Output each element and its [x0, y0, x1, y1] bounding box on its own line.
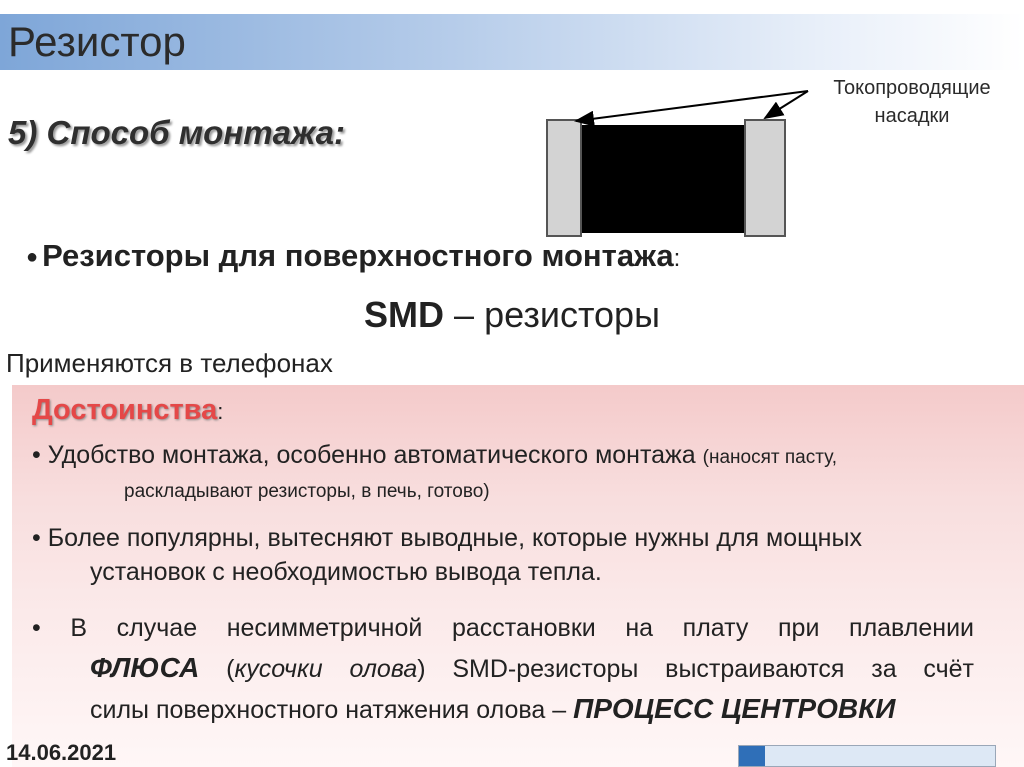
advantage-3-row-2	[32, 648, 974, 689]
callout-line-1: Токопроводящие	[833, 77, 991, 99]
usage-text: Применяются в телефонах	[6, 348, 333, 378]
main-bullet-text: Резисторы для поверхностного монтажа	[42, 238, 674, 273]
left-terminal-cap	[547, 120, 581, 236]
advantage-2-line-1: Более популярны, вытесняют выводные, которые нужны для мощных	[40, 524, 862, 552]
flux-emphasis: ФЛЮСА	[90, 652, 200, 683]
advantages-heading-text: Достоинства	[32, 394, 218, 426]
advantage-3-line-3: силы поверхностного натяжения олова –	[90, 696, 574, 724]
advantage-item-1	[32, 438, 1012, 509]
advantage-1-main: Удобство монтажа, особенно автоматического монтажа	[40, 441, 703, 469]
advantages-heading-colon: :	[217, 399, 224, 424]
advantage-1-note-2: раскладывают резисторы, в печь, готово)	[124, 481, 490, 502]
bullet-dot-icon: ●	[26, 246, 39, 269]
centering-process-emphasis: ПРОЦЕСС ЦЕНТРОВКИ	[573, 693, 896, 724]
right-terminal-cap	[745, 120, 785, 236]
smd-subtitle	[0, 294, 1024, 336]
tin-pieces-italic: кусочки олова	[234, 655, 418, 683]
callout-arrow-left	[576, 91, 808, 121]
callout-line-2: насадки	[874, 105, 950, 127]
advantage-item-2	[32, 521, 1007, 589]
bullet-icon: •	[32, 524, 41, 552]
resistor-body	[580, 125, 746, 233]
bullet-icon: •	[32, 614, 41, 642]
smd-acronym: SMD	[364, 294, 445, 335]
page-title: Резистор	[8, 18, 186, 65]
advantage-3-row-1	[32, 609, 974, 648]
advantages-heading	[32, 394, 223, 427]
slide-progress-fill	[739, 746, 765, 766]
advantage-3-line-1: В случае несимметричной расстановки на плату при плавлении	[40, 614, 974, 642]
advantage-2-line-2: установок с необходимостью вывода тепла.	[90, 558, 602, 586]
advantage-1-note-1: (наносят пасту,	[702, 447, 838, 468]
slide-progress-bar	[738, 745, 996, 767]
advantage-3-line-2: ) SMD-резисторы выстраиваются за счёт	[417, 655, 974, 683]
advantage-3-row-3	[32, 689, 974, 730]
paren-open: (	[199, 655, 235, 683]
slide-date: 14.06.2021	[6, 740, 117, 765]
terminals-callout	[802, 74, 1022, 130]
advantage-item-3	[32, 609, 974, 730]
section-heading: 5) Способ монтажа:	[8, 114, 346, 151]
smd-rest: – резисторы	[444, 294, 660, 335]
main-bullet-colon: :	[673, 245, 681, 272]
bullet-icon: •	[32, 441, 41, 469]
main-bullet	[26, 238, 680, 274]
